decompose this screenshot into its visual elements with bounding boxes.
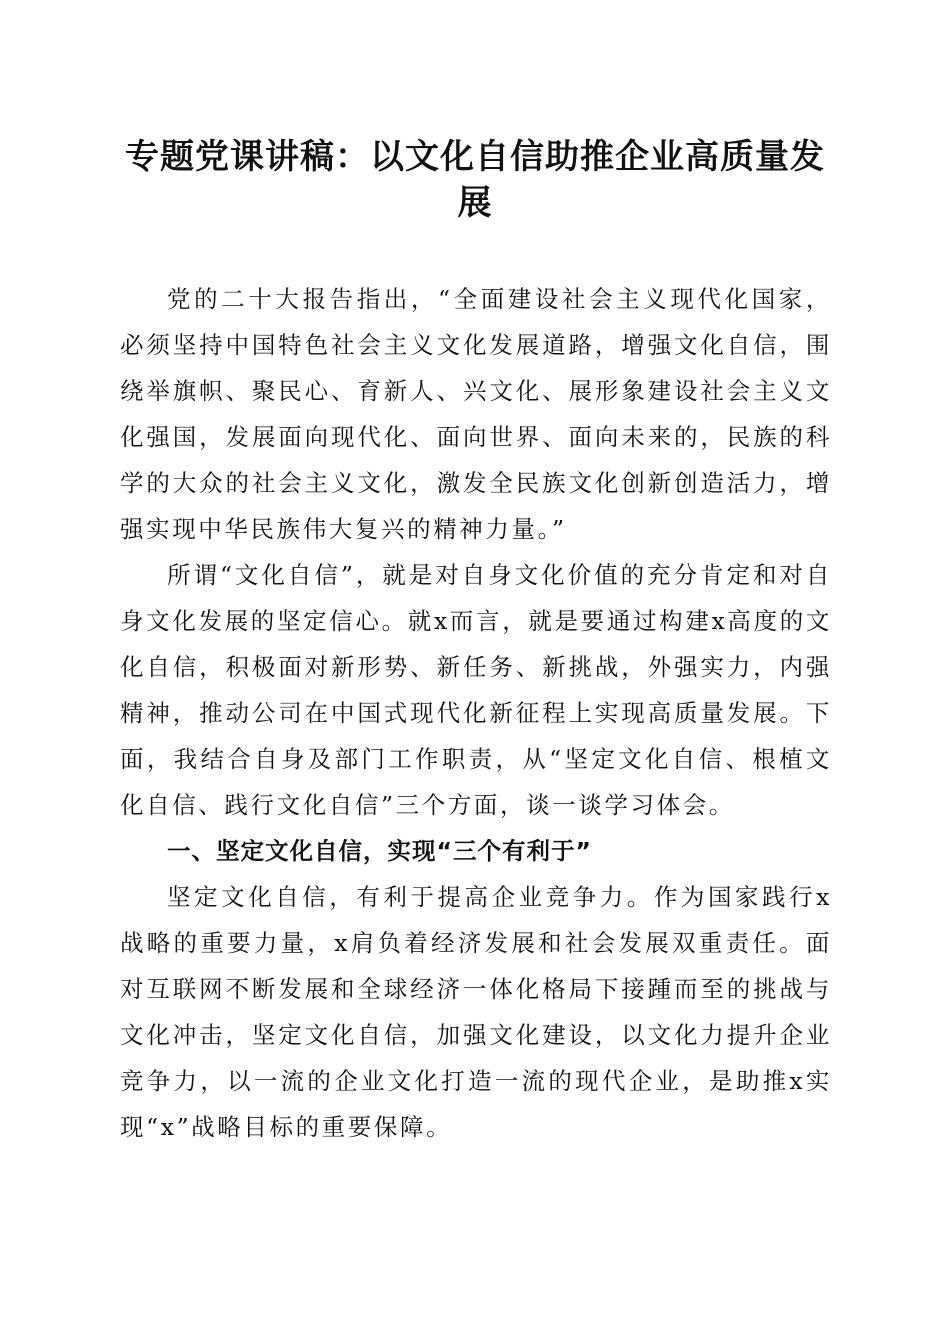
paragraph: 党的二十大报告指出，“全面建设社会主义现代化国家，必须坚持中国特色社会主义文化发展道路，增强文化自信，围绕举旗帜、聚民心、育新人、兴文化、展形象建设社会主义文化强国，发展面向现代化、面向世界、面向未来的，民族的科学的大众的社会主义文化，激发全民族文化创新创造活力，增强实现中华民族伟大复兴的精神力量。” [120,285,832,543]
paragraph: 坚定文化自信，有利于提高企业竞争力。作为国家践行x战略的重要力量，x肩负着经济发展和社会发展双重责任。面对互联网不断发展和全球经济一体化格局下接踵而至的挑战与文化冲击，坚定文化自信，加强文化建设，以文化力提升企业竞争力，以一流的企业文化打造一流的现代企业，是助推x实现“x”战略目标的重要保障。 [120,883,832,1141]
paragraph: 所谓“文化自信”，就是对自身文化价值的充分肯定和对自身文化发展的坚定信心。就x而言，就是要通过构建x高度的文化自信，积极面对新形势、新任务、新挑战，外强实力，内强精神，推动公司在中国式现代化新征程上实现高质量发展。下面，我结合自身及部门工作职责，从“坚定文化自信、根植文化自信、践行文化自信”三个方面，谈一谈学习体会。 [120,561,832,819]
document-body [120,276,832,1150]
section-heading: 一、坚定文化自信，实现“三个有利于” [167,837,592,865]
document-title: 专题党课讲稿：以文化自信助推企业高质量发展 [125,137,825,223]
